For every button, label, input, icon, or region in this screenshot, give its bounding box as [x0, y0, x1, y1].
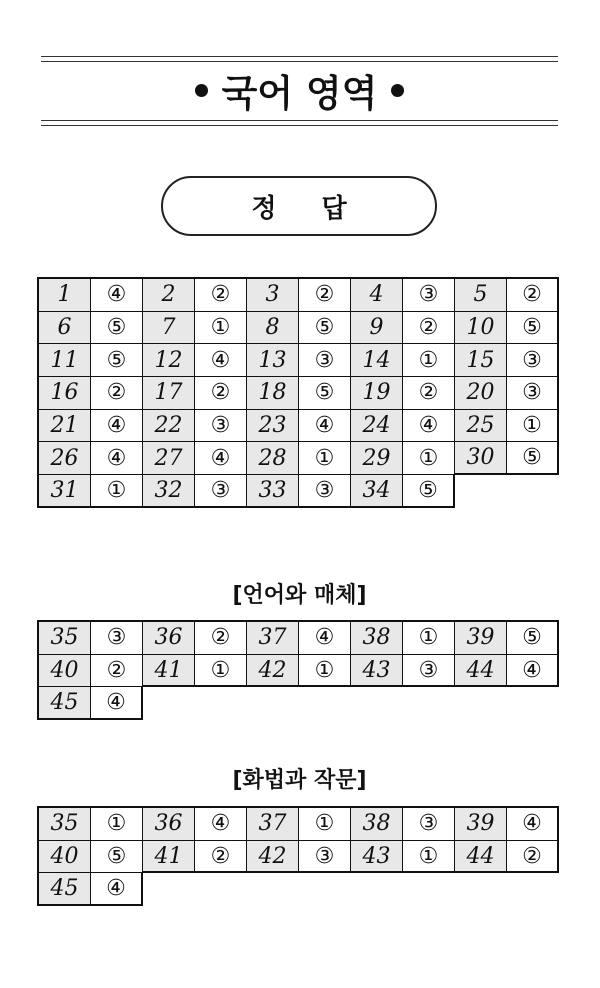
answer-choice: ④	[195, 442, 247, 475]
answer-choice: ⑤	[91, 312, 143, 345]
empty-cell	[507, 687, 559, 720]
empty-cell	[299, 687, 351, 720]
empty-cell	[351, 873, 403, 906]
answer-choice: ①	[91, 808, 143, 841]
empty-cell	[143, 687, 195, 720]
question-number: 45	[39, 873, 91, 906]
question-number: 37	[247, 622, 299, 655]
answer-choice: ②	[91, 655, 143, 688]
question-number: 42	[247, 841, 299, 874]
question-number: 25	[455, 410, 507, 443]
question-number: 6	[39, 312, 91, 345]
answer-choice: ③	[403, 655, 455, 688]
question-number: 43	[351, 655, 403, 688]
answer-choice: ⑤	[403, 475, 455, 508]
language-media-title: [언어와 매체]	[232, 583, 367, 608]
answer-choice: ①	[403, 442, 455, 475]
answer-choice: ①	[195, 655, 247, 688]
answer-choice: ④	[91, 442, 143, 475]
answer-choice: ③	[195, 410, 247, 443]
empty-cell	[195, 687, 247, 720]
answer-choice: ⑤	[507, 442, 559, 475]
question-number: 18	[247, 377, 299, 410]
answer-choice: ④	[195, 808, 247, 841]
bottom-rule-1	[41, 120, 558, 121]
answer-choice: ⑤	[299, 312, 351, 345]
answer-choice: ④	[195, 344, 247, 377]
question-number: 35	[39, 808, 91, 841]
answer-choice: ③	[507, 377, 559, 410]
empty-cell	[403, 873, 455, 906]
question-number: 44	[455, 841, 507, 874]
empty-cell	[351, 687, 403, 720]
empty-cell	[455, 687, 507, 720]
answer-choice: ②	[195, 377, 247, 410]
answer-choice: ①	[195, 312, 247, 345]
top-rule-1	[41, 56, 558, 57]
question-number: 23	[247, 410, 299, 443]
empty-cell	[247, 873, 299, 906]
answer-choice: ③	[299, 344, 351, 377]
empty-cell	[507, 475, 559, 508]
question-number: 35	[39, 622, 91, 655]
answer-choice: ③	[403, 808, 455, 841]
question-number: 12	[143, 344, 195, 377]
question-number: 3	[247, 279, 299, 312]
answer-choice: ①	[403, 344, 455, 377]
question-number: 37	[247, 808, 299, 841]
answer-choice: ②	[195, 279, 247, 312]
question-number: 45	[39, 687, 91, 720]
empty-cell	[507, 873, 559, 906]
empty-cell	[403, 687, 455, 720]
empty-cell	[195, 873, 247, 906]
empty-cell	[143, 873, 195, 906]
question-number: 19	[351, 377, 403, 410]
question-number: 44	[455, 655, 507, 688]
question-number: 39	[455, 622, 507, 655]
language-media-answer-table	[37, 620, 559, 720]
question-number: 9	[351, 312, 403, 345]
answer-choice: ④	[91, 410, 143, 443]
answer-choice: ①	[507, 410, 559, 443]
question-number: 36	[143, 622, 195, 655]
question-number: 40	[39, 841, 91, 874]
answer-choice: ④	[299, 410, 351, 443]
answer-choice: ②	[91, 377, 143, 410]
question-number: 5	[455, 279, 507, 312]
answer-choice: ④	[91, 279, 143, 312]
answer-choice: ②	[507, 279, 559, 312]
speech-writing-title: [화법과 작문]	[232, 768, 367, 793]
answer-choice: ⑤	[299, 377, 351, 410]
question-number: 7	[143, 312, 195, 345]
question-number: 21	[39, 410, 91, 443]
question-number: 29	[351, 442, 403, 475]
answer-choice: ⑤	[91, 841, 143, 874]
question-number: 41	[143, 841, 195, 874]
question-number: 28	[247, 442, 299, 475]
question-number: 38	[351, 808, 403, 841]
answer-choice: ②	[403, 312, 455, 345]
question-number: 41	[143, 655, 195, 688]
question-number: 39	[455, 808, 507, 841]
question-number: 43	[351, 841, 403, 874]
question-number: 36	[143, 808, 195, 841]
question-number: 1	[39, 279, 91, 312]
page-title-block	[41, 62, 558, 118]
question-number: 27	[143, 442, 195, 475]
question-number: 4	[351, 279, 403, 312]
question-number: 17	[143, 377, 195, 410]
answer-choice: ④	[507, 655, 559, 688]
answer-choice: ④	[91, 687, 143, 720]
answer-choice: ⑤	[507, 622, 559, 655]
empty-cell	[247, 687, 299, 720]
question-number: 20	[455, 377, 507, 410]
answer-choice: ②	[507, 841, 559, 874]
common-answer-table	[37, 277, 559, 508]
question-number: 38	[351, 622, 403, 655]
question-number: 11	[39, 344, 91, 377]
question-number: 34	[351, 475, 403, 508]
answer-choice: ①	[403, 841, 455, 874]
question-number: 30	[455, 442, 507, 475]
speech-writing-answer-table	[37, 806, 559, 906]
answer-choice: ④	[403, 410, 455, 443]
answer-choice: ②	[403, 377, 455, 410]
question-number: 15	[455, 344, 507, 377]
answer-choice: ④	[91, 873, 143, 906]
answer-choice: ⑤	[91, 344, 143, 377]
bullet-icon	[195, 84, 208, 97]
question-number: 24	[351, 410, 403, 443]
question-number: 13	[247, 344, 299, 377]
answer-choice: ①	[91, 475, 143, 508]
question-number: 26	[39, 442, 91, 475]
answer-choice: ③	[299, 475, 351, 508]
answer-choice: ⑤	[507, 312, 559, 345]
question-number: 8	[247, 312, 299, 345]
question-number: 10	[455, 312, 507, 345]
answer-choice: ②	[195, 841, 247, 874]
question-number: 2	[143, 279, 195, 312]
empty-cell	[299, 873, 351, 906]
answer-choice: ③	[507, 344, 559, 377]
answer-choice: ③	[91, 622, 143, 655]
question-number: 32	[143, 475, 195, 508]
empty-cell	[455, 873, 507, 906]
answer-choice: ①	[403, 622, 455, 655]
empty-cell	[455, 475, 507, 508]
answer-choice: ④	[299, 622, 351, 655]
answer-choice: ②	[195, 622, 247, 655]
question-number: 33	[247, 475, 299, 508]
answer-choice: ③	[403, 279, 455, 312]
bullet-icon	[391, 84, 404, 97]
answer-choice: ②	[299, 279, 351, 312]
question-number: 14	[351, 344, 403, 377]
question-number: 16	[39, 377, 91, 410]
answer-choice: ③	[195, 475, 247, 508]
answer-choice: ③	[299, 841, 351, 874]
answer-choice: ④	[507, 808, 559, 841]
question-number: 22	[143, 410, 195, 443]
question-number: 42	[247, 655, 299, 688]
answer-heading	[161, 176, 437, 236]
question-number: 40	[39, 655, 91, 688]
answer-heading-label: 정 답	[251, 193, 365, 224]
answer-choice: ①	[299, 808, 351, 841]
page-title: 국어 영역	[221, 72, 378, 115]
answer-choice: ①	[299, 442, 351, 475]
answer-choice: ①	[299, 655, 351, 688]
question-number: 31	[39, 475, 91, 508]
bottom-rule-2	[41, 125, 558, 126]
